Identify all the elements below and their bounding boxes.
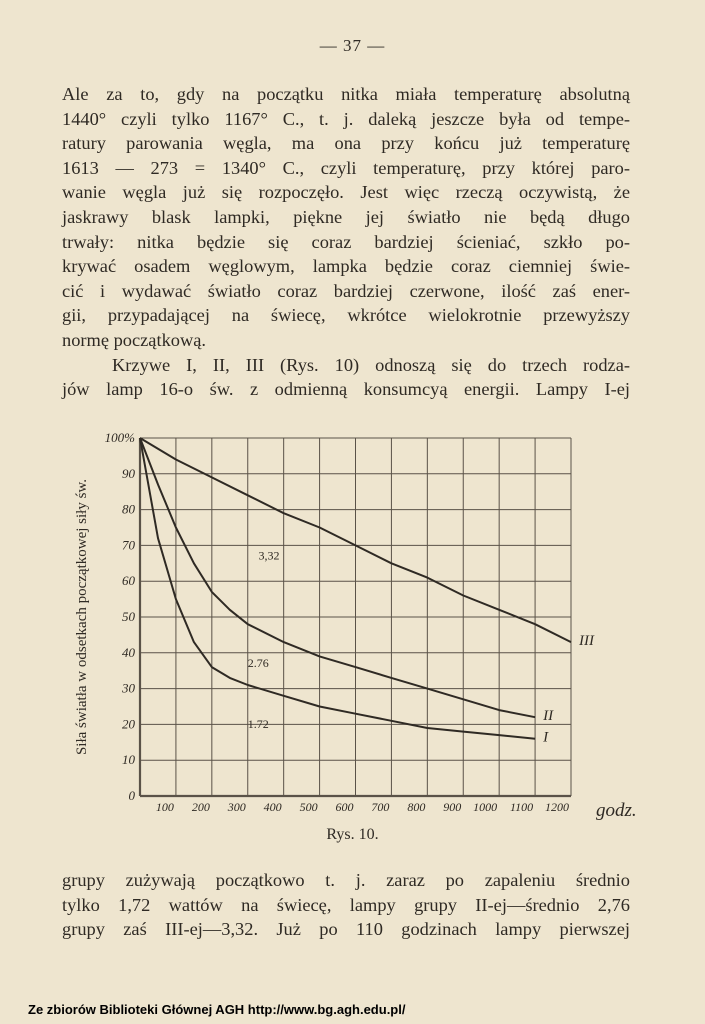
text-line: jów lamp 16-o św. z odmienną konsumcyą energii. Lampy I-ej <box>62 379 630 400</box>
series-label-II: II <box>543 708 554 725</box>
y-tick-label: 100% <box>104 430 135 445</box>
text-line: 1613 — 273 = 1340° C., czyli temperaturę, przy której paro- <box>62 157 630 178</box>
y-tick-label: 10 <box>122 752 135 768</box>
paragraph-top <box>62 82 630 402</box>
text-line: jaskrawy blask lampki, piękne jej światło nie będą długo <box>62 206 630 227</box>
y-tick-label: 60 <box>122 573 135 589</box>
y-tick-label: 20 <box>122 716 135 732</box>
x-tick-label: 800 <box>407 800 426 814</box>
y-tick-label: 70 <box>122 537 135 553</box>
figure-chart <box>60 420 660 820</box>
curve-annotation: 3,32 <box>258 548 280 563</box>
x-tick-label: 900 <box>443 800 462 814</box>
text-line: ratury parowania węgla, ma ona przy końcu już temperaturę <box>62 133 630 154</box>
y-tick-label: 0 <box>128 788 135 803</box>
text-line: grupy zaś III-ej—3,32. Już po 110 godzinach lampy pierwszej <box>62 919 630 940</box>
series-label-I: I <box>543 729 549 746</box>
text-line: Krzywe I, II, III (Rys. 10) odnoszą się do trzech rodza- <box>112 354 630 375</box>
x-tick-label: 300 <box>227 800 246 814</box>
series-line-II <box>140 438 535 717</box>
x-tick-label: 400 <box>263 800 282 814</box>
text-line: wanie węgla już się rozpoczęło. Jest więc rzeczą oczywistą, że <box>62 182 630 203</box>
y-tick-label: 90 <box>122 465 135 481</box>
x-tick-label: 600 <box>335 800 354 814</box>
page-number: — 37 — <box>319 36 386 55</box>
y-tick-label: 50 <box>122 609 135 624</box>
x-tick-label: 200 <box>191 800 210 814</box>
text-line: trwały: nitka będzie się coraz bardziej ścieniać, szkło po- <box>62 231 630 252</box>
y-tick-label: 30 <box>122 680 135 696</box>
y-tick-label: 40 <box>122 644 135 660</box>
text-line: grupy zużywają początkowo t. j. zaraz po zapaleniu średnio <box>62 870 630 890</box>
y-tick-label: 80 <box>122 501 135 517</box>
x-tick-label: 100 <box>155 800 174 814</box>
x-tick-label: 700 <box>371 800 390 814</box>
y-axis-label: Siła światła w odsetkach początkowej siły św. <box>74 478 90 756</box>
x-tick-label: 1200 <box>545 800 569 814</box>
text-line: Ale za to, gdy na początku nitka miała temperaturę absolutną <box>62 84 630 104</box>
text-line: normę początkową. <box>62 329 207 350</box>
text-line: tylko 1,72 wattów na świecę, lampy grupy II-ej—średnio 2,76 <box>62 894 630 915</box>
paragraph-bottom <box>62 868 630 942</box>
figure-caption: Rys. 10. <box>326 826 379 843</box>
text-line: 1440° czyli tylko 1167° C., t. j. daleką jeszcze była od tempe- <box>62 108 630 129</box>
text-line: gii, przypadającej na świecę, wkrótce wielokrotnie przewyższy <box>62 305 630 326</box>
x-tick-label: 500 <box>299 800 318 814</box>
library-footer: Ze zbiorów Biblioteki Głównej AGH http://www.bg.agh.edu.pl/ <box>28 1002 406 1017</box>
x-tick-label: 1100 <box>509 800 534 814</box>
x-tick-label: 1000 <box>473 800 498 814</box>
curve-annotation: 1.72 <box>247 716 269 731</box>
text-line: cić i wydawać światło coraz bardziej czerwone, ilość zaś ener- <box>62 280 630 301</box>
x-unit-label: godz. <box>596 800 637 820</box>
curve-annotation: 2.76 <box>247 656 269 671</box>
series-line-I <box>140 438 535 739</box>
series-label-III: III <box>579 633 594 650</box>
text-line: krywać osadem węglowym, lampka będzie coraz ciemniej świe- <box>62 256 630 277</box>
line-chart <box>60 420 660 820</box>
